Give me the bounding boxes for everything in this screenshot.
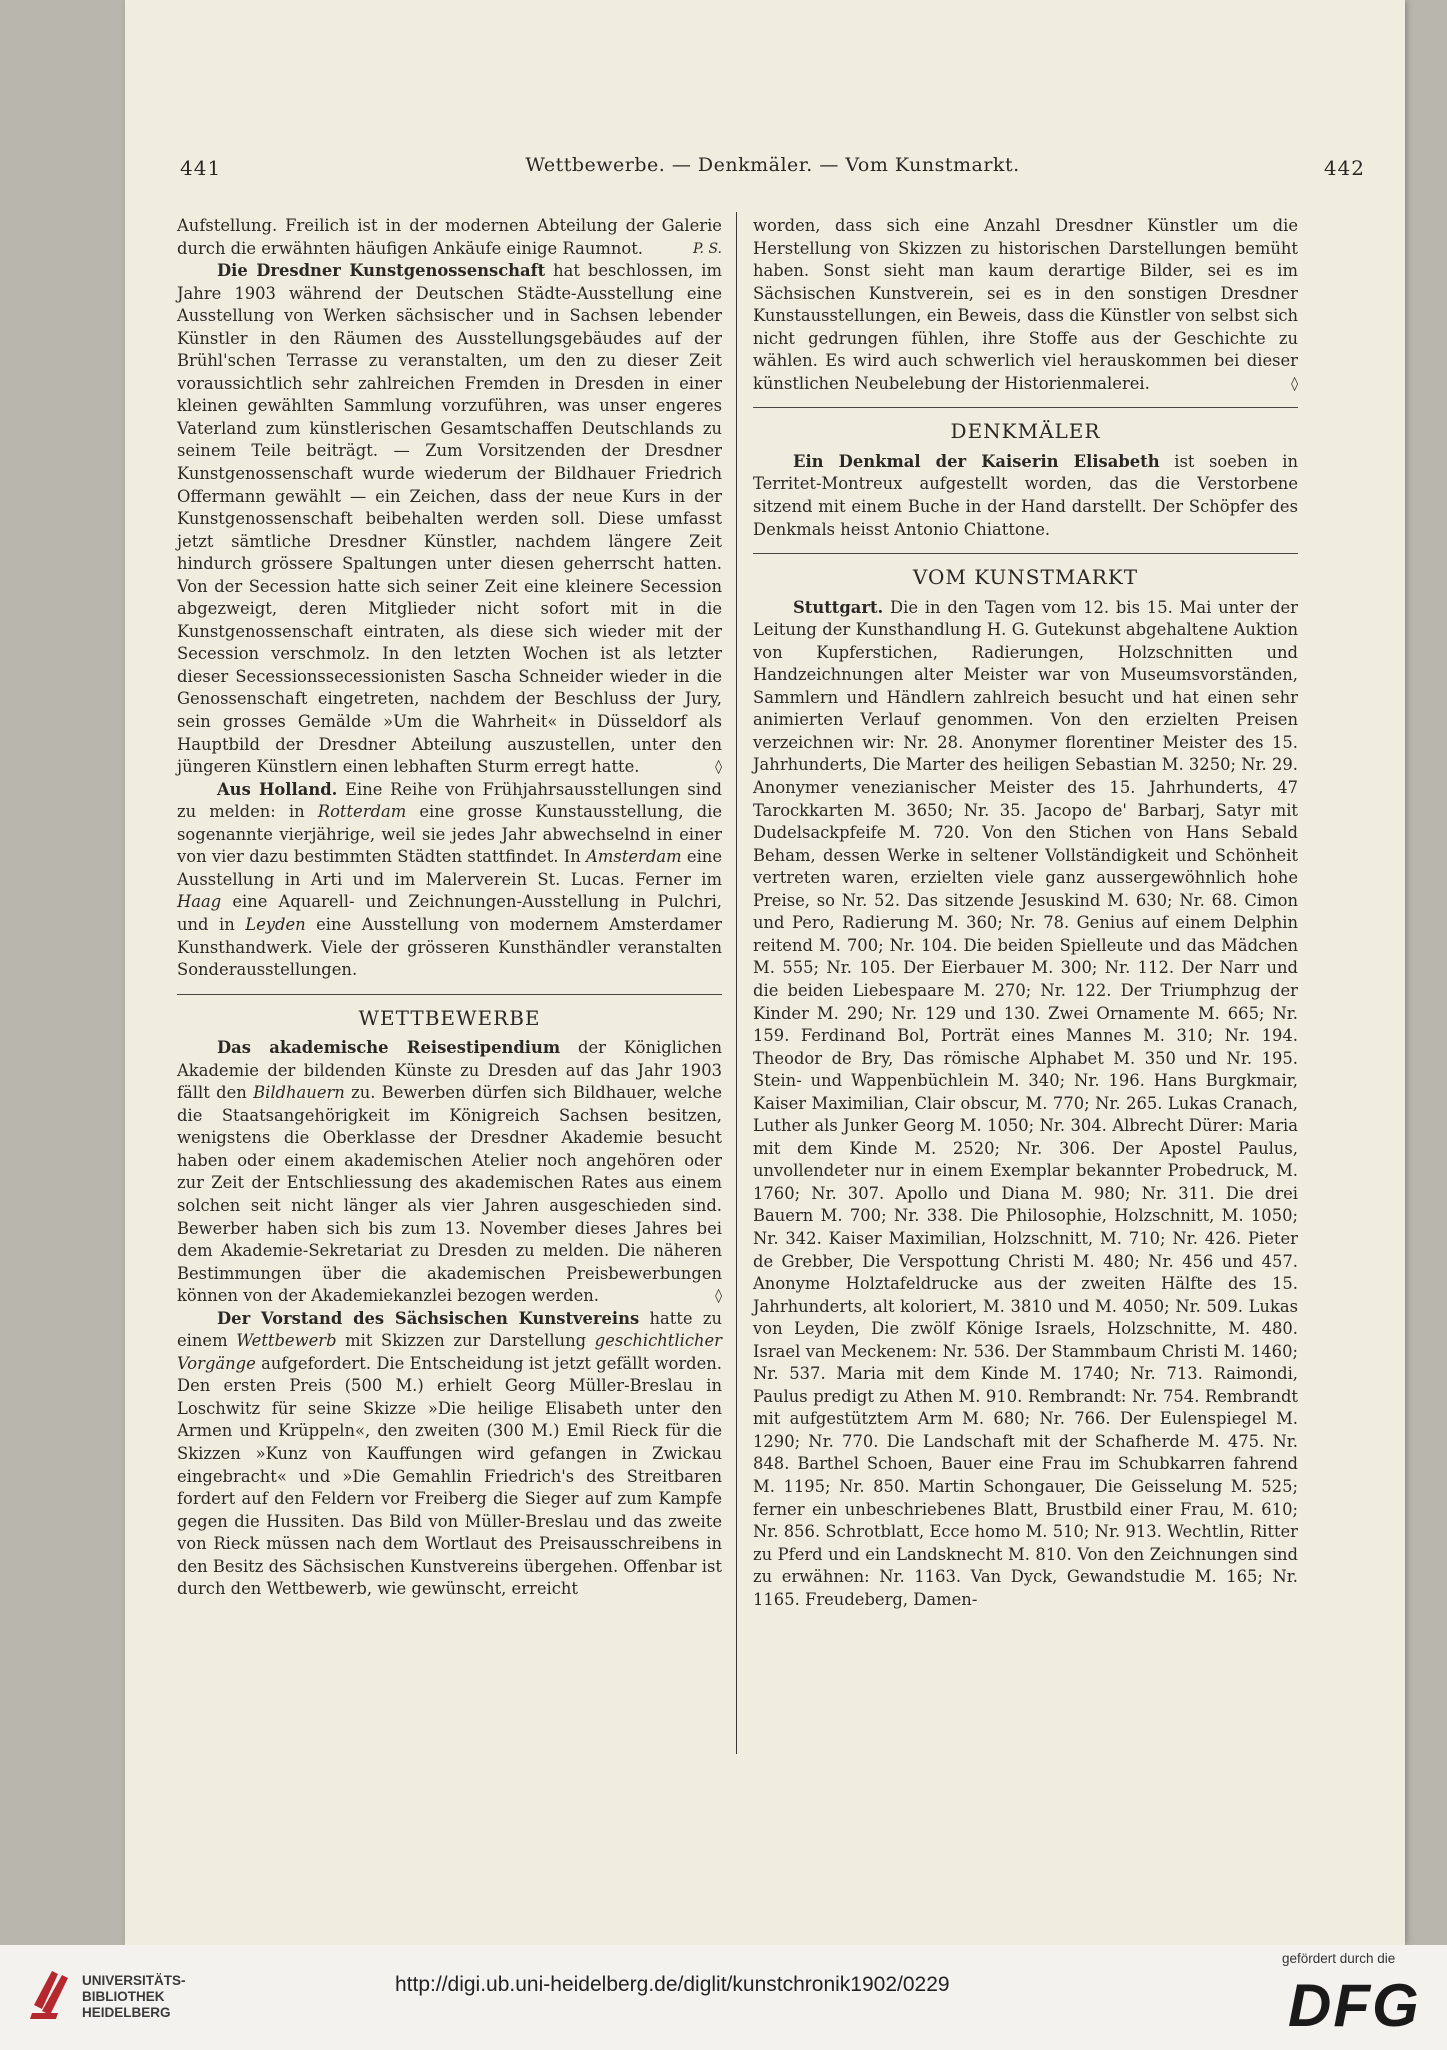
paragraph-heading: Der Vorstand des Sächsischen Kunstvereins xyxy=(217,1308,640,1328)
paragraph-heading: Aus Holland. xyxy=(217,779,338,799)
library-name: UNIVERSITÄTS- BIBLIOTHEK HEIDELBERG xyxy=(82,1973,186,2020)
section-heading: DENKMÄLER xyxy=(950,419,1101,444)
paragraph-heading: Stuttgart. xyxy=(793,597,884,617)
separator-mark: ◊ xyxy=(715,1288,722,1305)
column-divider xyxy=(736,212,737,1754)
library-logo-icon xyxy=(28,1965,76,2021)
digitization-footer xyxy=(0,1945,1447,2050)
paragraph: worden, dass sich eine Anzahl Dresdner Künstler um die Herstellung von Skizzen zu historischen Darstellungen bemüht haben. Sonst sieht man kaum derartige Bilder, sei es im Sächsischen Kunstverein, sei es in den sonstigen Dresdner Kunstausstellungen, ein Beweis, dass die Künstler von selbst sich nicht gedrungen fühlen, ihre Stoffe aus der Geschichte zu wählen. Es wird auch schwerlich viel herauskommen bei dieser künstlichen Neubelebung der Historienmalerei. ◊ xyxy=(753,215,1298,395)
paragraph: Aufstellung. Freilich ist in der modernen Abteilung der Galerie durch die erwähnten häufigen Ankäufe einige Raumnot. P. S. xyxy=(177,215,722,260)
separator-mark: ◊ xyxy=(715,759,722,776)
section-rule xyxy=(753,553,1298,554)
separator-mark: ◊ xyxy=(1291,375,1298,392)
left-column xyxy=(177,215,722,1601)
paragraph: Ein Denkmal der Kaiserin Elisabeth ist soeben in Territet-Montreux aufgestellt worden, das die Verstorbene sitzend mit einem Buche in der Hand darstellt. Der Schöpfer des Denkmals heisst Antonio Chiattone. xyxy=(753,451,1298,539)
section-rule xyxy=(177,994,722,995)
paragraph: Stuttgart. Die in den Tagen vom 12. bis 15. Mai unter der Leitung der Kunsthandlung H. G. Gutekunst abgehaltene Auktion von Kupferstichen, Radierungen, Holzschnitten und Handzeichnungen alter Meister war von Museumsvorständen, Sammlern und Händlern zahlreich besucht und hat einen sehr animierten Verlauf genommen. Von den erzielten Preisen verzeichnen wir: Nr. 28. Anonymer florentiner Meister des 15. Jahrhunderts, Die Marter des heiligen Sebastian M. 3250; Nr. 29. Anonymer venezianischer Meister des 15. Jahrhunderts, 47 Tarockkarten M. 3650; Nr. 35. Jacopo de' Barbarj, Satyr mit Dudelsackpfeife M. 720. Von den Stichen von Hans Sebald Beham, dessen Werke in seltener Vollständigkeit und Schönheit vertreten waren, erzielten viele ganz aussergewöhnlich hohe Preise, so Nr. 52. Das sitzende Jesuskind M. 630; Nr. 68. Cimon und Pero, Radierung M. 360; Nr. 78. Genius auf einem Delphin reitend M. 700; Nr. 104. Die beiden Spielleute und das Mädchen M. 555; Nr. 105. Der Eierbauer M. 300; Nr. 112. Der Narr und die beiden Liebespaare M. 270; Nr. 122. Der Triumphzug der Kinder M. 290; Nr. 129 und 130. Zwei Ornamente M. 665; Nr. 159. Ferdinand Bol, Porträt eines Mannes M. 310; Nr. 194. Theodor de Bry, Das römische Alphabet M. 350 und Nr. 195. Stein- und Wappenbüchlein M. 340; Nr. 196. Hans Burgkmair, Kaiser Maximilian, Clair obscur, M. 770; Nr. 265. Lukas Cranach, Luther als Junker Georg M. 1050; Nr. 304. Albrecht Dürer: Maria mit dem Kinde M. 2520; Nr. 306. Der Apostel Paulus, unvollendeter nur in einem Exemplar bekannter Probedruck, M. 1760; Nr. 307. Apollo und Diana M. 980; Nr. 311. Die drei Bauern M. 700; Nr. 338. Die Philosophie, Holzschnitt, M. 1050; Nr. 342. Kaiser Maximilian, Holzschnitt, M. 710; Nr. 426. Pieter de Grebber, Die Verspottung Christi M. 480; Nr. 456 und 457. Anonyme Holztafeldrucke aus der zweiten Hälfte des 15. Jahrhunderts, alt koloriert, M. 3810 und M. 4050; Nr. 509. Lukas von Leyden, Die zwölf Könige Israels, Holzschnitte, M. 480. Israel van Meckenem: Nr. 536. Der Stammbaum Christi M. 1460; Nr. 537. Maria mit dem Kinde M. 1740; Nr. 713. Raimondi, Paulus predigt zu Athen M. 910. Rembrandt: Nr. 754. Rembrandt mit aufgestütztem Arm M. 680; Nr. 766. Der Eulenspiegel M. 1290; Nr. 770. Die Landschaft mit der Schafherde M. 475. Nr. 848. Barthel Schoen, Bauer eine Frau im Schubkarren fahrend M. 1195; Nr. 850. Martin Schongauer, Die Geisselung M. 525; ferner ein unbeschriebenes Blatt, Brustbild einer Frau, M. 610; Nr. 856. Schrotblatt, Ecce homo M. 510; Nr. 913. Wechtlin, Ritter zu Pferd und ein Landsknecht M. 810. Von den Zeichnungen sind zu erwähnen: Nr. 1163. Van Dyck, Gewandstudie M. 165; Nr. 1165. Freudeberg, Damen- xyxy=(753,597,1298,1609)
right-column xyxy=(753,215,1298,1611)
paragraph-heading: Ein Denkmal der Kaiserin Elisabeth xyxy=(793,451,1160,471)
running-title: Wettbewerbe. — Denkmäler. — Vom Kunstmarkt. xyxy=(525,154,1020,176)
page-header xyxy=(180,150,1365,186)
source-url-link[interactable]: http://digi.ub.uni-heidelberg.de/diglit/kunstchronik1902/0229 xyxy=(395,1973,950,1996)
section-heading: VOM KUNSTMARKT xyxy=(912,565,1139,590)
paragraph: Die Dresdner Kunstgenossenschaft hat beschlossen, im Jahre 1903 während der Deutschen Städte-Ausstellung eine Ausstellung von Werken sächsischer und in Sachsen lebender Künstler in den Räumen des Ausstellungsgebäudes auf der Brühl'schen Terrasse zu veranstalten, um den zu dieser Zeit voraussichtlich sehr zahlreichen Fremden in Dresden in einer kleinen gewählten Sammlung vorzuführen, was unser engeres Vaterland zum künstlerischen Gesamtschaffen Deutschlands zu seinem Teile beiträgt. — Zum Vorsitzenden der Dresdner Kunstgenossenschaft wurde wiederum der Bildhauer Friedrich Offermann gewählt — ein Zeichen, dass der neue Kurs in der Kunstgenossenschaft beibehalten werden soll. Diese umfasst jetzt sämtliche Dresdner Künstler, nachdem längere Zeit hindurch grössere Spaltungen unter diesen geherrscht hatten. Von der Secession hatte sich seiner Zeit eine kleinere Secession abgezweigt, deren Mitglieder nicht sofort mit in die Kunstgenossenschaft eintraten, als diese sich wieder mit der Secession verschmolz. In den letzten Wochen ist als letzter dieser Secessionssecessionisten Sascha Schneider wieder in die Genossenschaft eingetreten, nachdem der Beschluss der Jury, sein grosses Gemälde »Um die Wahrheit« in Düsseldorf als Hauptbild der Dresdner Abteilung auszustellen, unter den jüngeren Künstlern einen lebhaften Sturm erregt hatte. ◊ xyxy=(177,260,722,779)
section-heading: WETTBEWERBE xyxy=(358,1005,541,1030)
paragraph-heading: Das akademische Reisestipendium xyxy=(217,1038,561,1058)
dfg-logo: DFG xyxy=(1288,1972,1421,2039)
funding-note: gefördert durch die xyxy=(1282,1951,1396,1966)
paragraph-heading: Die Dresdner Kunstgenossenschaft xyxy=(217,261,546,281)
page-number-right: 442 xyxy=(1323,156,1365,180)
paragraph: Aus Holland. Eine Reihe von Frühjahrsausstellungen sind zu melden: in Rotterdam eine grosse Kunstausstellung, die sogenannte vierjährige, weil sie jedes Jahr abwechselnd in einer von vier dazu bestimmten Städten stattfindet. In Amsterdam eine Ausstellung in Arti und im Malerverein St. Lucas. Ferner im Haag eine Aquarell- und Zeichnungen-Ausstellung in Pulchri, und in Leyden eine Ausstellung von modernem Amsterdamer Kunsthandwerk. Viele der grösseren Kunsthändler veranstalten Sonderausstellungen. xyxy=(177,779,722,980)
page-number-left: 441 xyxy=(180,156,222,180)
paragraph: Das akademische Reisestipendium der Königlichen Akademie der bildenden Künste zu Dresden auf das Jahr 1903 fällt den Bildhauern zu. Bewerben dürfen sich Bildhauer, welche die Staatsangehörigkeit im Königreich Sachsen besitzen, wenigstens die Oberklasse der Dresdner Akademie besucht haben oder einem akademischen Atelier noch angehören oder zur Zeit der Entschliessung des akademischen Rates aus einem solchen seit nicht länger als vier Jahren ausgeschieden sind. Bewerber haben sich bis zum 13. November dieses Jahres bei dem Akademie-Sekretariat zu Dresden zu melden. Die näheren Bestimmungen über die akademischen Preisbewerbungen können von der Akademiekanzlei bezogen werden. ◊ xyxy=(177,1037,722,1308)
section-rule xyxy=(753,407,1298,408)
signature: P. S. xyxy=(692,240,722,257)
paragraph: Der Vorstand des Sächsischen Kunstvereins hatte zu einem Wettbewerb mit Skizzen zur Darstellung geschichtlicher Vorgänge aufgefordert. Die Entscheidung ist jetzt gefällt worden. Den ersten Preis (500 M.) erhielt Georg Müller-Breslau in Loschwitz für seine Skizze »Die heilige Elisabeth unter den Armen und Krüppeln«, den zweiten (300 M.) Emil Rieck für die Skizzen »Kunz von Kauffungen wird gefangen in Zwickau eingebracht« und »Die Gemahlin Friedrich's des Streitbaren fordert auf den Feldern vor Freiberg die Sieger auf zum Kampfe gegen die Hussiten. Das Bild von Müller-Breslau und das zweite von Rieck müssen nach dem Wortlaut des Preisausschreibens in den Besitz des Sächsischen Kunstvereins übergehen. Offenbar ist durch den Wettbewerb, wie gewünscht, erreicht xyxy=(177,1308,722,1599)
scanned-page xyxy=(125,0,1405,1945)
